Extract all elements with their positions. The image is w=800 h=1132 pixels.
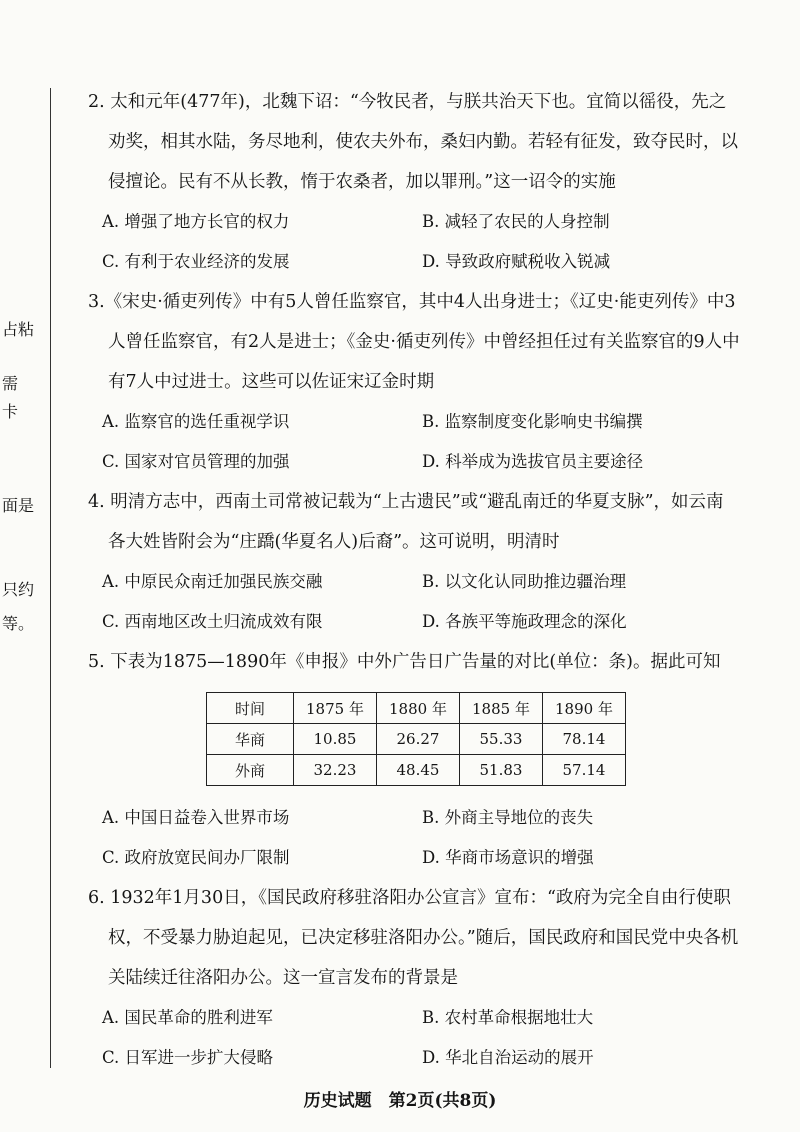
option-a[interactable]: A. 国民革命的胜利进军 (102, 1008, 273, 1027)
question-5 (88, 642, 740, 878)
option-a[interactable]: A. 中原民众南迁加强民族交融 (102, 572, 323, 591)
option-a[interactable]: A. 监察官的选任重视学识 (102, 412, 290, 431)
margin-fragment: 卡 (2, 402, 19, 421)
option-b[interactable]: B. 外商主导地位的丧失 (422, 808, 594, 827)
ad-volume-table (206, 692, 626, 786)
table-cell: 32.23 (294, 755, 377, 786)
question-stem: 4. 明清方志中，西南土司常被记载为“上古遗民”或“避乱南迁的华夏支脉”，如云南各大姓皆附会为“庄蹻(华夏名人)后裔”。这可说明，明清时 (88, 492, 724, 552)
option-a[interactable]: A. 中国日益卷入世界市场 (102, 808, 290, 827)
table-cell: 华商 (207, 724, 294, 755)
page-footer: 历史试题 第2页(共8页) (303, 1091, 497, 1111)
margin-fragment: 需 (2, 374, 19, 393)
options (88, 202, 740, 282)
table-cell: 48.45 (377, 755, 460, 786)
question-stem: 2. 太和元年(477年)，北魏下诏：“今牧民者，与朕共治天下也。宜简以徭役，先之劝奖，相其水陆，务尽地利，使农夫外布，桑妇内勤。若轻有征发，致夺民时，以侵擅论。民有不从长教，惰于农桑者，加以罪刑。”这一诏令的实施 (88, 92, 738, 192)
option-c[interactable]: C. 政府放宽民间办厂限制 (102, 848, 290, 867)
question-4 (88, 482, 740, 642)
option-c[interactable]: C. 国家对官员管理的加强 (102, 452, 290, 471)
option-c[interactable]: C. 西南地区改土归流成效有限 (102, 612, 323, 631)
option-b[interactable]: B. 监察制度变化影响史书编撰 (422, 412, 643, 431)
table-row (207, 755, 626, 786)
table-cell: 57.14 (543, 755, 626, 786)
table-cell: 55.33 (460, 724, 543, 755)
question-6 (88, 878, 740, 1078)
option-d[interactable]: D. 各族平等施政理念的深化 (422, 612, 627, 631)
option-d[interactable]: D. 导致政府赋税收入锐减 (422, 252, 611, 271)
option-c[interactable]: C. 日军进一步扩大侵略 (102, 1048, 274, 1067)
options (88, 798, 740, 878)
left-margin-fragments (0, 0, 40, 1132)
question-3 (88, 282, 740, 482)
table-cell: 78.14 (543, 724, 626, 755)
question-stem: 5. 下表为1875—1890年《申报》中外广告日广告量的对比(单位：条)。据此可知 (88, 652, 721, 672)
question-stem: 6. 1932年1月30日，《国民政府移驻洛阳办公宣言》宣布：“政府为完全自由行使职权，不受暴力胁迫起见，已决定移驻洛阳办公。”随后，国民政府和国民党中央各机关陆续迁往洛阳办公。这一宣言发布的背景是 (88, 888, 739, 988)
margin-fragment: 占粘 (2, 320, 35, 339)
table-row (207, 724, 626, 755)
table-header-row (207, 693, 626, 724)
option-b[interactable]: B. 以文化认同助推边疆治理 (422, 572, 627, 591)
table-header-cell: 时间 (207, 693, 294, 724)
margin-fragment: 面是 (2, 496, 35, 515)
table-cell: 10.85 (294, 724, 377, 755)
option-d[interactable]: D. 科举成为选拔官员主要途径 (422, 452, 644, 471)
question-2 (88, 82, 740, 282)
table-header-cell: 1890 年 (543, 693, 626, 724)
table-cell: 51.83 (460, 755, 543, 786)
table-cell: 外商 (207, 755, 294, 786)
option-d[interactable]: D. 华北自治运动的展开 (422, 1048, 594, 1067)
question-stem: 3.《宋史·循吏列传》中有5人曾任监察官，其中4人出身进士；《辽史·能吏列传》中3人曾任监察官，有2人是进士；《金史·循吏列传》中曾经担任过有关监察官的9人中有7人中过进士。这些可以佐证宋辽金时期 (88, 292, 740, 392)
option-d[interactable]: D. 华商市场意识的增强 (422, 848, 594, 867)
option-c[interactable]: C. 有利于农业经济的发展 (102, 252, 290, 271)
table-header-cell: 1875 年 (294, 693, 377, 724)
options (88, 402, 740, 482)
option-b[interactable]: B. 减轻了农民的人身控制 (422, 212, 610, 231)
options (88, 562, 740, 642)
table-header-cell: 1885 年 (460, 693, 543, 724)
binding-line (50, 88, 51, 1068)
table-cell: 26.27 (377, 724, 460, 755)
table-header-cell: 1880 年 (377, 693, 460, 724)
options (88, 998, 740, 1078)
margin-fragment: 等。 (2, 614, 35, 633)
option-b[interactable]: B. 农村革命根据地壮大 (422, 1008, 594, 1027)
margin-fragment: 只约 (2, 580, 35, 599)
option-a[interactable]: A. 增强了地方长官的权力 (102, 212, 290, 231)
question-list (88, 82, 740, 1078)
